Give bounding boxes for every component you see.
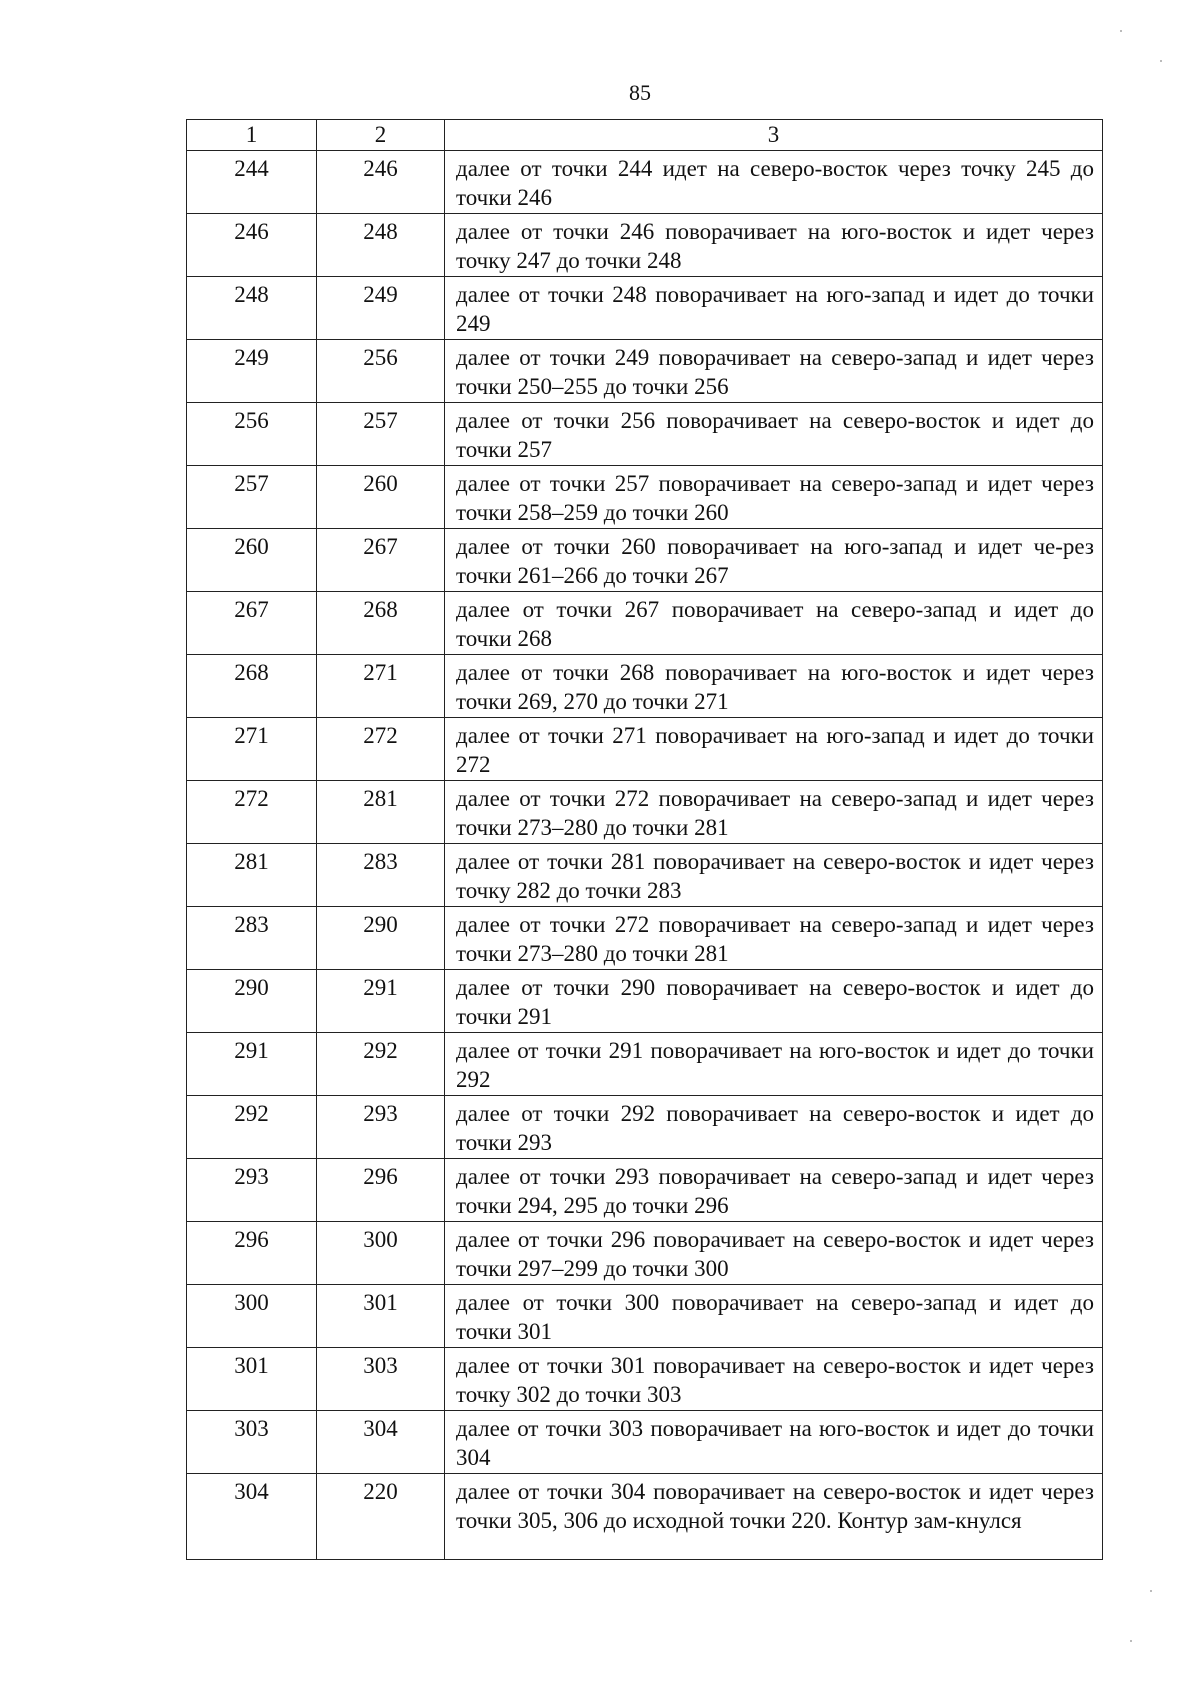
from-point-cell: 249 <box>187 340 317 403</box>
to-point-cell: 260 <box>317 466 445 529</box>
to-point-cell: 267 <box>317 529 445 592</box>
table-row <box>187 277 1103 340</box>
to-point-cell: 283 <box>317 844 445 907</box>
description-cell: далее от точки 296 поворачивает на северо-восток и идет через точки 297–299 до точки 300 <box>445 1222 1103 1285</box>
to-point-cell: 249 <box>317 277 445 340</box>
table-row <box>187 970 1103 1033</box>
from-point-cell: 303 <box>187 1411 317 1474</box>
scan-speck <box>1130 1640 1132 1642</box>
from-point-cell: 296 <box>187 1222 317 1285</box>
scan-speck <box>1160 60 1162 62</box>
scan-speck <box>1120 30 1122 32</box>
to-point-cell: 271 <box>317 655 445 718</box>
description-cell: далее от точки 292 поворачивает на северо-восток и идет до точки 293 <box>445 1096 1103 1159</box>
table-row <box>187 1411 1103 1474</box>
table-row <box>187 1285 1103 1348</box>
to-point-cell: 296 <box>317 1159 445 1222</box>
description-cell: далее от точки 272 поворачивает на северо-запад и идет через точки 273–280 до точки 281 <box>445 907 1103 970</box>
from-point-cell: 272 <box>187 781 317 844</box>
description-cell: далее от точки 256 поворачивает на северо-восток и идет до точки 257 <box>445 403 1103 466</box>
to-point-cell: 292 <box>317 1033 445 1096</box>
description-cell: далее от точки 303 поворачивает на юго-восток и идет до точки 304 <box>445 1411 1103 1474</box>
description-cell: далее от точки 272 поворачивает на северо-запад и идет через точки 273–280 до точки 281 <box>445 781 1103 844</box>
description-cell: далее от точки 268 поворачивает на юго-восток и идет через точки 269, 270 до точки 271 <box>445 655 1103 718</box>
from-point-cell: 281 <box>187 844 317 907</box>
description-cell: далее от точки 244 идет на северо-восток через точку 245 до точки 246 <box>445 151 1103 214</box>
from-point-cell: 248 <box>187 277 317 340</box>
to-point-cell: 281 <box>317 781 445 844</box>
table-body <box>187 151 1103 1560</box>
table-row <box>187 1096 1103 1159</box>
from-point-cell: 304 <box>187 1474 317 1560</box>
description-cell: далее от точки 257 поворачивает на северо-запад и идет через точки 258–259 до точки 260 <box>445 466 1103 529</box>
table-row <box>187 655 1103 718</box>
to-point-cell: 290 <box>317 907 445 970</box>
from-point-cell: 256 <box>187 403 317 466</box>
to-point-cell: 303 <box>317 1348 445 1411</box>
from-point-cell: 246 <box>187 214 317 277</box>
column-header-3: 3 <box>445 120 1103 151</box>
to-point-cell: 246 <box>317 151 445 214</box>
table-row <box>187 718 1103 781</box>
to-point-cell: 272 <box>317 718 445 781</box>
scan-speck <box>1150 1590 1152 1592</box>
from-point-cell: 267 <box>187 592 317 655</box>
description-cell: далее от точки 260 поворачивает на юго-запад и идет че-рез точки 261–266 до точки 267 <box>445 529 1103 592</box>
table-row <box>187 1159 1103 1222</box>
column-header-2: 2 <box>317 120 445 151</box>
from-point-cell: 290 <box>187 970 317 1033</box>
description-cell: далее от точки 304 поворачивает на северо-восток и идет через точки 305, 306 до исходной точки 220. Контур зам-кнулся <box>445 1474 1103 1560</box>
table-header-row <box>187 120 1103 151</box>
table-row <box>187 151 1103 214</box>
to-point-cell: 248 <box>317 214 445 277</box>
from-point-cell: 292 <box>187 1096 317 1159</box>
to-point-cell: 304 <box>317 1411 445 1474</box>
description-cell: далее от точки 267 поворачивает на северо-запад и идет до точки 268 <box>445 592 1103 655</box>
boundary-description-table <box>186 119 1103 1560</box>
from-point-cell: 300 <box>187 1285 317 1348</box>
table-row <box>187 214 1103 277</box>
to-point-cell: 268 <box>317 592 445 655</box>
to-point-cell: 301 <box>317 1285 445 1348</box>
description-cell: далее от точки 300 поворачивает на северо-запад и идет до точки 301 <box>445 1285 1103 1348</box>
table-row <box>187 1348 1103 1411</box>
description-cell: далее от точки 290 поворачивает на северо-восток и идет до точки 291 <box>445 970 1103 1033</box>
table-row <box>187 1033 1103 1096</box>
column-header-1: 1 <box>187 120 317 151</box>
to-point-cell: 300 <box>317 1222 445 1285</box>
description-cell: далее от точки 301 поворачивает на северо-восток и идет через точку 302 до точки 303 <box>445 1348 1103 1411</box>
from-point-cell: 293 <box>187 1159 317 1222</box>
table-row <box>187 340 1103 403</box>
page-number: 85 <box>629 80 651 105</box>
from-point-cell: 257 <box>187 466 317 529</box>
from-point-cell: 268 <box>187 655 317 718</box>
to-point-cell: 220 <box>317 1474 445 1560</box>
description-cell: далее от точки 293 поворачивает на северо-запад и идет через точки 294, 295 до точки 296 <box>445 1159 1103 1222</box>
table-row <box>187 403 1103 466</box>
table-row <box>187 529 1103 592</box>
table-row <box>187 1474 1103 1560</box>
from-point-cell: 260 <box>187 529 317 592</box>
from-point-cell: 291 <box>187 1033 317 1096</box>
table-row <box>187 781 1103 844</box>
table-row <box>187 844 1103 907</box>
table-row <box>187 1222 1103 1285</box>
from-point-cell: 301 <box>187 1348 317 1411</box>
from-point-cell: 244 <box>187 151 317 214</box>
description-cell: далее от точки 249 поворачивает на северо-запад и идет через точки 250–255 до точки 256 <box>445 340 1103 403</box>
from-point-cell: 271 <box>187 718 317 781</box>
table-row <box>187 466 1103 529</box>
description-cell: далее от точки 281 поворачивает на северо-восток и идет через точку 282 до точки 283 <box>445 844 1103 907</box>
to-point-cell: 256 <box>317 340 445 403</box>
to-point-cell: 291 <box>317 970 445 1033</box>
description-cell: далее от точки 246 поворачивает на юго-восток и идет через точку 247 до точки 248 <box>445 214 1103 277</box>
table-row <box>187 907 1103 970</box>
from-point-cell: 283 <box>187 907 317 970</box>
to-point-cell: 257 <box>317 403 445 466</box>
description-cell: далее от точки 248 поворачивает на юго-запад и идет до точки 249 <box>445 277 1103 340</box>
description-cell: далее от точки 291 поворачивает на юго-восток и идет до точки 292 <box>445 1033 1103 1096</box>
to-point-cell: 293 <box>317 1096 445 1159</box>
table-row <box>187 592 1103 655</box>
description-cell: далее от точки 271 поворачивает на юго-запад и идет до точки 272 <box>445 718 1103 781</box>
